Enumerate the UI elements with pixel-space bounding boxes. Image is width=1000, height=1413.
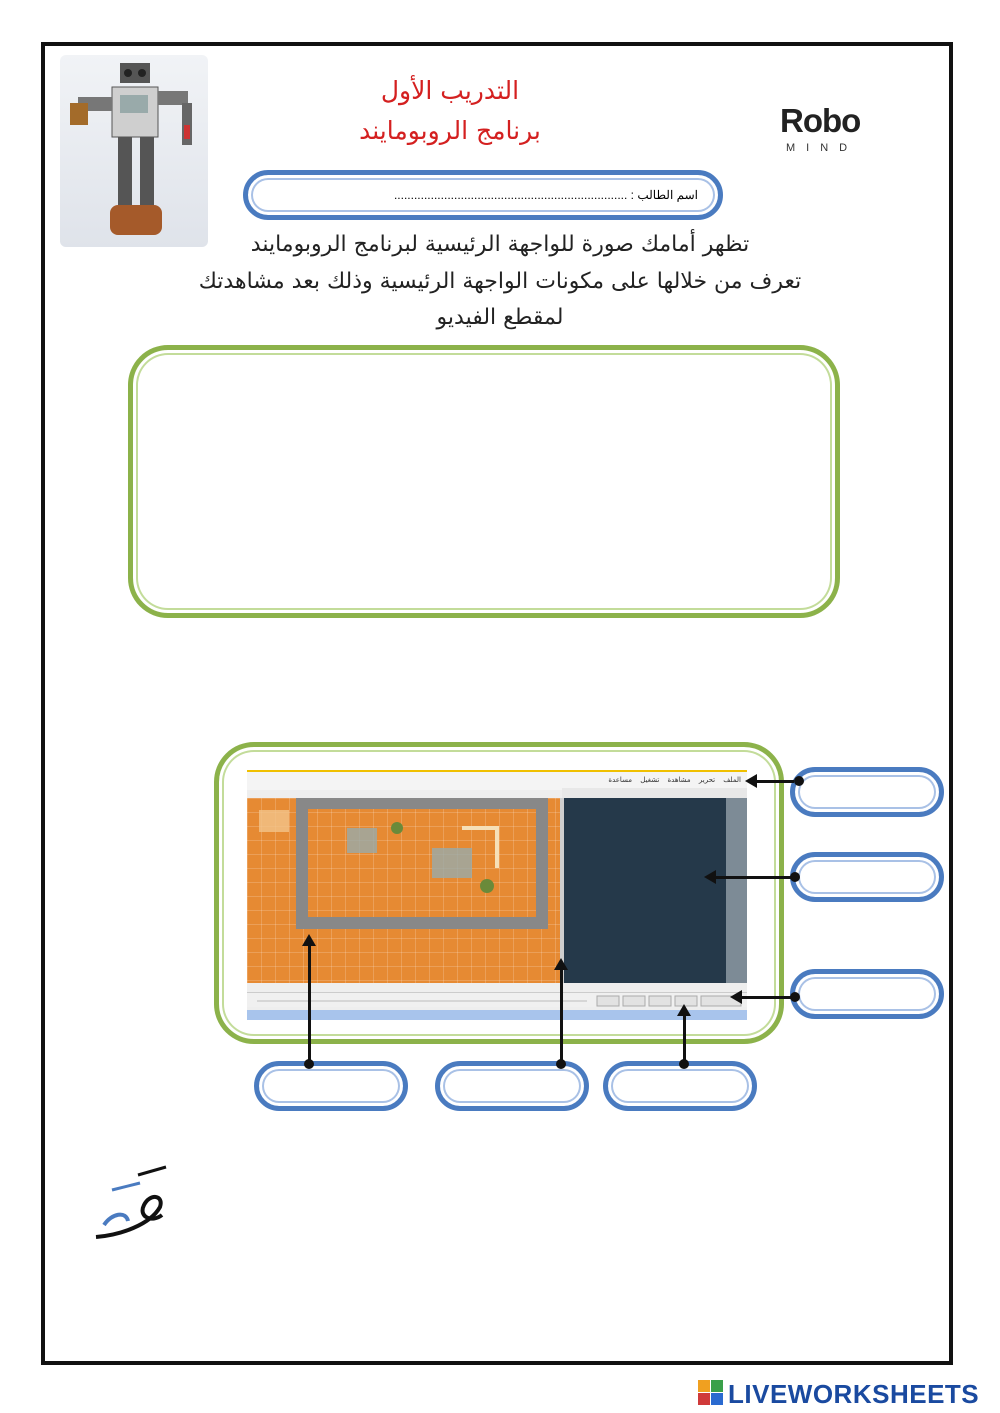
arrowhead-icon <box>302 934 316 946</box>
arrow-menu <box>752 780 794 783</box>
menu-bar <box>247 770 747 790</box>
toolbar <box>562 788 747 798</box>
arrow-editor <box>712 876 794 879</box>
arrow-dot <box>556 1059 566 1069</box>
arrowhead-icon <box>730 990 742 1004</box>
logo-text: Robo <box>780 102 861 139</box>
status-strip <box>247 1010 747 1020</box>
arrow-dot <box>304 1059 314 1069</box>
robot-image <box>60 55 208 247</box>
arrow-dot <box>794 776 804 786</box>
answer-box-step-buttons[interactable] <box>603 1061 757 1111</box>
line-numbers <box>726 798 747 983</box>
instruction-line-2: تعرف من خلالها على مكونات الواجهة الرئيسية وذلك بعد مشاهدتك <box>198 269 802 294</box>
menu-view: مشاهدة <box>667 776 691 784</box>
logo-subtext: MIND <box>786 142 859 154</box>
student-name-field[interactable] <box>243 170 723 220</box>
arrow-dot <box>679 1059 689 1069</box>
arrowhead-icon <box>677 1004 691 1016</box>
answer-box-divider[interactable] <box>435 1061 589 1111</box>
arrow-map <box>308 942 311 1064</box>
answer-box-map[interactable] <box>254 1061 408 1111</box>
answer-box-menu[interactable] <box>790 767 944 817</box>
menu-help: مساعدة <box>608 776 633 784</box>
arrowhead-icon <box>554 958 568 970</box>
arrow-dot <box>790 992 800 1002</box>
answer-box-editor[interactable] <box>790 852 944 902</box>
calligraphy-logo <box>90 1165 170 1250</box>
code-editor[interactable] <box>564 798 726 983</box>
arrow-step-buttons <box>683 1012 686 1064</box>
arrow-dot <box>790 872 800 882</box>
menu-run: تشغيل <box>640 776 660 784</box>
instruction-line-1: تظهر أمامك صورة للواجهة الرئيسية لبرنامج الروبومايند <box>250 232 750 257</box>
run-controls <box>247 992 747 1007</box>
arrowhead-icon <box>704 870 716 884</box>
robomind-logo <box>780 102 861 154</box>
liveworksheets-text: LIVEWORKSHEETS <box>728 1379 980 1409</box>
student-name-label: اسم الطالب : ...................................................................... <box>393 188 698 202</box>
liveworksheets-logo <box>698 1379 980 1411</box>
arrow-divider <box>560 966 563 1064</box>
instruction-line-3: لمقطع الفيديو <box>436 305 564 330</box>
arrowhead-icon <box>745 774 757 788</box>
answer-box-run-controls[interactable] <box>790 969 944 1019</box>
worksheet-subtitle: برنامج الروبومايند <box>359 116 541 145</box>
menu-edit: تحرير <box>698 776 716 784</box>
arrow-run-controls <box>738 996 794 999</box>
worksheet-title: التدريب الأول <box>380 76 520 105</box>
video-answer-box[interactable] <box>128 345 840 618</box>
robot-world-map <box>247 798 560 983</box>
robomind-interface-screenshot <box>247 770 747 1020</box>
menu-file: الملف <box>723 776 741 784</box>
liveworksheets-icon <box>698 1379 724 1405</box>
